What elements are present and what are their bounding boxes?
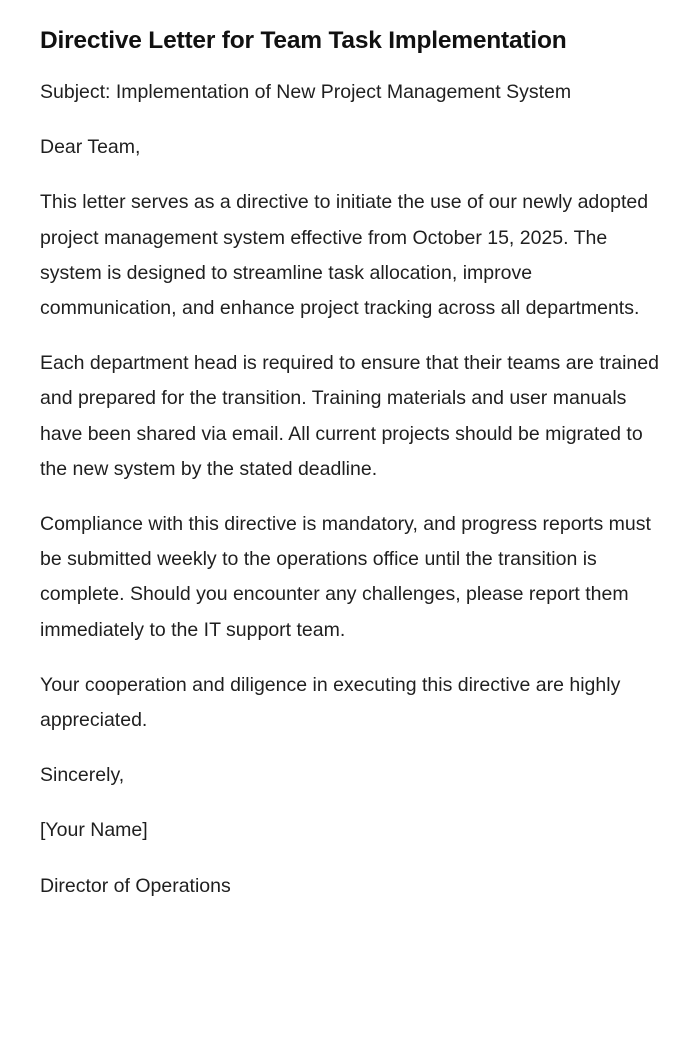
letter-salutation: Dear Team, bbox=[40, 136, 141, 159]
signature-name: [Your Name] bbox=[40, 819, 148, 842]
letter-paragraph-compliance: Compliance with this directive is mandatory, and progress reports must be submitted weekly to the operations office until the transition is complete. Should you encounter any challenges, please report them immediately to the IT support team. bbox=[40, 513, 651, 641]
letter-title: Directive Letter for Team Task Implementation bbox=[40, 27, 567, 54]
letter-paragraph-appreciation: Your cooperation and diligence in executing this directive are highly appreciated. bbox=[40, 673, 621, 732]
letter-subject: Subject: Implementation of New Project Management System bbox=[40, 81, 572, 103]
letter-closing: Sincerely, bbox=[40, 764, 125, 787]
letter-paragraph-intro: This letter serves as a directive to initiate the use of our newly adopted project management system effective from October 15, 2025. The system is designed to streamline task allocation, improve communication, and enhance project tracking across all departments. bbox=[40, 191, 649, 320]
letter-paragraph-training: Each department head is required to ensure that their teams are trained and prepared for the transition. Training materials and user manuals have been shared via email. All current projects should be migrated to the new system by the stated deadline. bbox=[40, 352, 659, 480]
signature-title: Director of Operations bbox=[40, 874, 231, 897]
